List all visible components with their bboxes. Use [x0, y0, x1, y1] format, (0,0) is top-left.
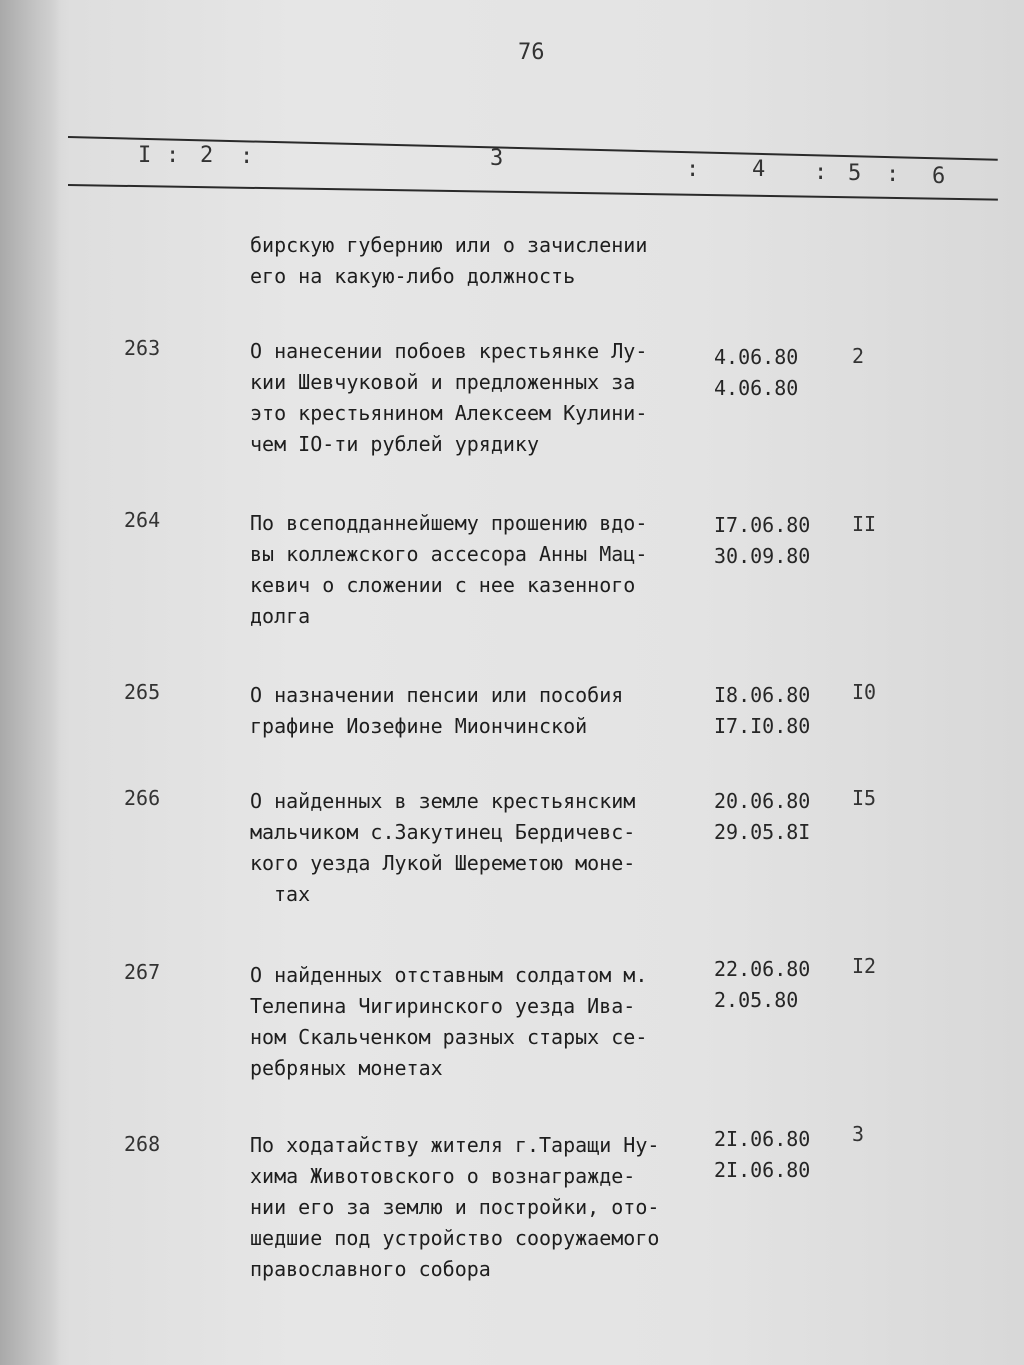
description-line: кии Шевчуковой и предложенных за [250, 370, 636, 394]
record-number: 263 [124, 336, 161, 360]
header-rule-bottom [68, 184, 998, 201]
column-5-label: 5 [848, 161, 862, 186]
record-sheets: 3 [852, 1122, 865, 1146]
description-line: кого уезда Лукой Шереметою моне- [250, 851, 636, 875]
record-dates [714, 342, 798, 404]
description-line: хима Животовского о вознагражде- [250, 1164, 636, 1188]
record-description [250, 508, 700, 632]
description-line: его на какую-либо должность [250, 264, 576, 288]
date-start: 20.06.80 [714, 789, 811, 813]
record-dates [714, 1124, 810, 1186]
date-start: 22.06.80 [714, 957, 811, 981]
record-dates [714, 954, 810, 1016]
description-line: О найденных в земле крестьянским [250, 789, 636, 813]
record-sheets: II [852, 512, 877, 536]
record-dates [714, 680, 810, 742]
record-dates [714, 510, 810, 572]
record-description [250, 680, 700, 742]
description-line: вы коллежского ассесора Анны Мац- [250, 542, 648, 566]
description-line: ребряных монетах [250, 1056, 443, 1080]
description-line: православного собора [250, 1257, 491, 1281]
description-line: Телепина Чигиринского уезда Ива- [250, 994, 636, 1018]
record-sheets: I2 [852, 954, 877, 978]
date-end: 4.06.80 [714, 376, 799, 400]
description-line: О нанесении побоев крестьянке Лу- [250, 339, 648, 363]
description-line: долга [250, 604, 311, 628]
record-number: 267 [124, 960, 161, 984]
record-number: 265 [124, 680, 161, 704]
record-sheets: I0 [852, 680, 877, 704]
description-line: это крестьянином Алексеем Кулини- [250, 401, 648, 425]
date-end: 2.05.80 [714, 988, 799, 1012]
column-6-label: 6 [932, 164, 946, 189]
date-end: 29.05.8I [714, 820, 811, 844]
date-end: I7.I0.80 [714, 714, 811, 738]
date-start: 2I.06.80 [714, 1127, 811, 1151]
description-line: ном Скальченком разных старых се- [250, 1025, 648, 1049]
record-description [250, 1130, 700, 1285]
description-line: По всеподданнейшему прошению вдо- [250, 511, 648, 535]
description-line: графине Иозефине Миончинской [250, 714, 588, 738]
record-description [250, 786, 700, 910]
description-line: По ходатайству жителя г.Таращи Ну- [250, 1133, 660, 1157]
record-number: 264 [124, 508, 161, 532]
column-separator: : [886, 162, 900, 187]
description-line: кевич о сложении с нее казенного [250, 573, 636, 597]
record-description [250, 230, 700, 292]
record-sheets: I5 [852, 786, 877, 810]
column-3-label: 3 [490, 146, 504, 171]
record-description [250, 960, 700, 1084]
column-4-label: 4 [752, 157, 766, 182]
record-dates [714, 786, 810, 848]
record-number: 268 [124, 1132, 161, 1156]
record-description [250, 336, 700, 460]
column-separator: : [166, 143, 180, 168]
record-sheets: 2 [852, 344, 865, 368]
description-line: нии его за землю и постройки, ото- [250, 1195, 660, 1219]
description-line: О назначении пенсии или пособия [250, 683, 624, 707]
date-end: 30.09.80 [714, 544, 811, 568]
date-start: I8.06.80 [714, 683, 811, 707]
date-start: I7.06.80 [714, 513, 811, 537]
description-line: шедшие под устройство сооружаемого [250, 1226, 660, 1250]
date-start: 4.06.80 [714, 345, 799, 369]
date-end: 2I.06.80 [714, 1158, 811, 1182]
description-line: бирскую губернию или о зачислении [250, 233, 648, 257]
column-separator: : [814, 160, 828, 185]
column-separator: : [240, 144, 254, 169]
binding-gutter [0, 0, 60, 1365]
column-1-label: I [138, 143, 152, 168]
description-line: мальчиком с.Закутинец Бердичевс- [250, 820, 636, 844]
column-2-label: 2 [200, 143, 214, 168]
description-line: тах [274, 882, 311, 906]
record-number: 266 [124, 786, 161, 810]
description-line: чем IO-ти рублей урядику [250, 432, 539, 456]
description-line: О найденных отставным солдатом м. [250, 963, 648, 987]
column-separator: : [686, 157, 700, 182]
page-number: 76 [518, 40, 545, 65]
